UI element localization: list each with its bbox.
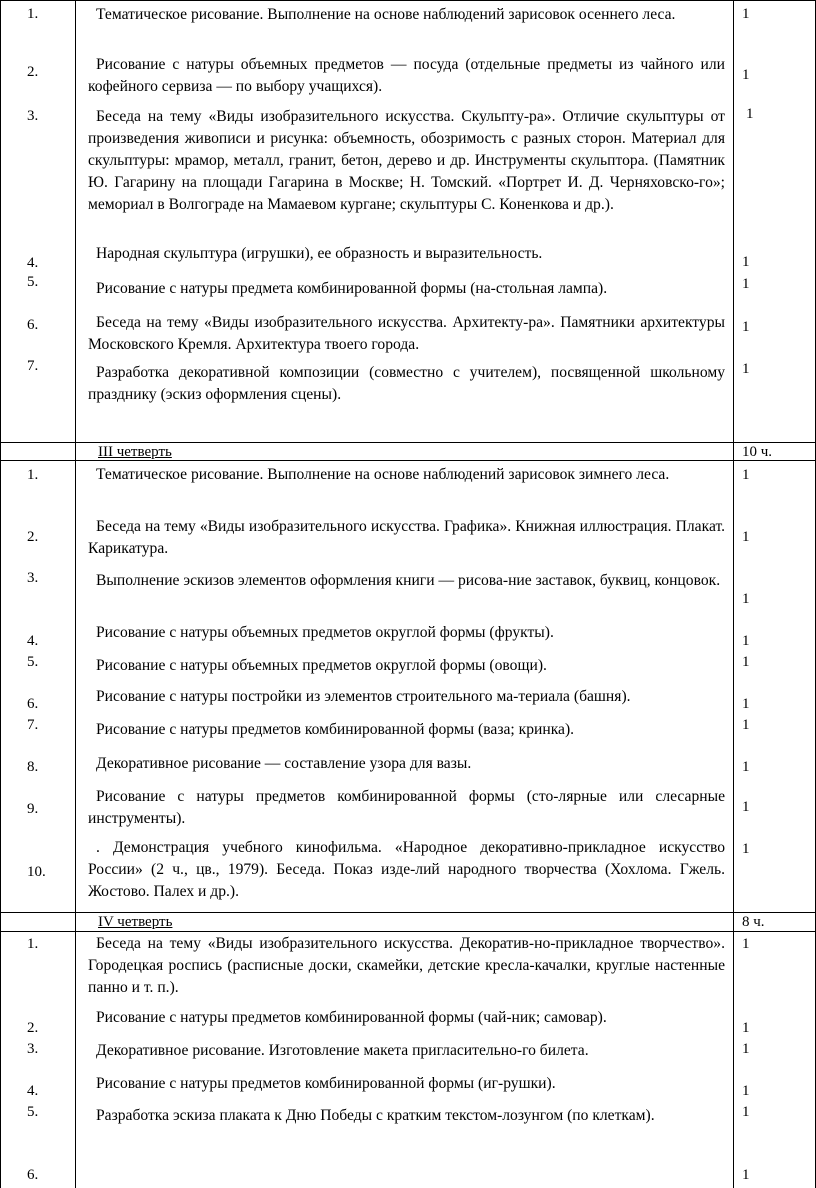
lesson-hours: 1: [742, 361, 750, 377]
lesson-hours: 1: [742, 654, 750, 670]
column-divider-hours: [733, 0, 734, 1188]
lesson-number: 7.: [27, 358, 39, 374]
lesson-number: 3.: [27, 570, 39, 586]
table-border-left: [0, 0, 1, 1188]
lesson-topic: Рисование с натуры предметов комбинированной формы (чай-ник; самовар).: [96, 1009, 607, 1026]
lesson-hours: 1: [742, 276, 750, 292]
lesson-number: 8.: [27, 759, 39, 775]
lesson-hours: 1: [742, 591, 750, 607]
lesson-hours: 1: [742, 1083, 750, 1099]
lesson-number: 2.: [27, 64, 39, 80]
lesson-hours: 1: [742, 467, 750, 483]
row-divider: [0, 931, 816, 932]
lesson-hours: 1: [742, 841, 750, 857]
lesson-hours: 1: [742, 936, 750, 952]
lesson-number: 1.: [27, 467, 39, 483]
lesson-topic: Рисование с натуры предметов комбинированной формы (ваза; кринка).: [96, 721, 575, 738]
lesson-hours: 1: [742, 6, 750, 22]
lesson-number: 2.: [27, 529, 39, 545]
row-divider: [0, 0, 816, 1]
lesson-topic: Рисование с натуры объемных предметов округлой формы (фрукты).: [96, 624, 554, 641]
lesson-hours: 1: [742, 633, 750, 649]
lesson-number: 7.: [27, 717, 39, 733]
lesson-number: 10.: [27, 864, 46, 880]
lesson-topic: Народная скульптура (игрушки), ее образность и выразительность.: [96, 245, 543, 262]
lesson-hours: 1: [742, 717, 750, 733]
quarter-3-total-hours: 10 ч.: [742, 444, 773, 460]
lesson-number: 4.: [27, 633, 39, 649]
lesson-topic: Тематическое рисование. Выполнение на основе наблюдений зарисовок зимнего леса.: [96, 466, 670, 483]
quarter-4-total-hours: 8 ч.: [742, 914, 765, 930]
quarter-4-title: IV четверть: [98, 914, 173, 930]
lesson-topic: Разработка эскиза плаката к Дню Победы с кратким текстом-лозунгом (по клеткам).: [96, 1107, 655, 1124]
lesson-topic: Рисование с натуры постройки из элементов строительного ма-териала (башня).: [96, 688, 631, 705]
lesson-number: 6.: [27, 317, 39, 333]
column-divider-number: [75, 0, 76, 1188]
lesson-topic: Рисование с натуры объемных предметов — посуда (отдельные предметы из чайного или кофейного сервиза — по выбору учащихся).: [88, 56, 725, 95]
lesson-topic: Рисование с натуры объемных предметов округлой формы (овощи).: [96, 657, 547, 674]
lesson-hours: 1: [742, 529, 750, 545]
lesson-number: 5.: [27, 1104, 39, 1120]
lesson-number: 3.: [27, 108, 39, 124]
lesson-hours: 1: [742, 319, 750, 335]
lesson-number: 6.: [27, 696, 39, 712]
lesson-hours: 1: [742, 696, 750, 712]
lesson-topic: Декоративное рисование — составление узора для вазы.: [96, 755, 472, 772]
lesson-topic: Тематическое рисование. Выполнение на основе наблюдений зарисовок осеннего леса.: [96, 6, 676, 23]
lesson-topic: Беседа на тему «Виды изобразительного искусства. Графика». Книжная иллюстрация. Плакат. Карикатура.: [88, 518, 725, 557]
lesson-hours: 1: [742, 1104, 750, 1120]
lesson-topic: Разработка декоративной композиции (совместно с учителем), посвященной школьному празднику (эскиз оформления сцены).: [88, 364, 725, 403]
lesson-number: 9.: [27, 801, 39, 817]
lesson-number: 3.: [27, 1041, 39, 1057]
lesson-topic: Рисование с натуры предметов комбинированной формы (иг-рушки).: [96, 1075, 556, 1092]
lesson-topic: Декоративное рисование. Изготовление макета пригласительно-го билета.: [96, 1042, 589, 1059]
lesson-number: 4.: [27, 1083, 39, 1099]
lesson-hours: 1: [742, 1167, 750, 1183]
lesson-number: 4.: [27, 255, 39, 271]
lesson-number: 2.: [27, 1020, 39, 1036]
lesson-hours: 1: [742, 799, 750, 815]
lesson-hours: 1: [742, 759, 750, 775]
lesson-hours: 1: [742, 1020, 750, 1036]
lesson-topic: Беседа на тему «Виды изобразительного искусства. Скульпту-ра». Отличие скульптуры от произведения живописи и рисунка: объемность, обозримость с разных сторон. Материал для скульптуры: мрамор, металл, гранит, бетон, дерево и др. Инструменты скульптора. (Памятник Ю. Гагарину на площади Гагарина в Москве; Н. Томский. «Портрет И. Д. Черняховско-го»; мемориал в Волгограде на Мамаевом кургане; скульптуры С. Коненкова и др.).: [88, 108, 725, 213]
lesson-topic: . Демонстрация учебного кинофильма. «Народное декоративно-прикладное искусство России» (2 ч., цв., 1979). Беседа. Показ изде-лий народного творчества (Хохлома. Гжель. Жостово. Палех и др.).: [88, 839, 725, 900]
lesson-topic: Беседа на тему «Виды изобразительного искусства. Декоратив-но-прикладное творчество». Городецкая роспись (расписные доски, скамейки, детские кресла-качалки, круглые настенные панно и т. п.).: [88, 935, 725, 996]
lesson-number: 5.: [27, 654, 39, 670]
lesson-topic: Рисование с натуры предметов комбинированной формы (сто-лярные или слесарные инструменты).: [88, 788, 725, 827]
lesson-hours: 1: [742, 254, 750, 270]
lesson-hours: 1: [746, 106, 754, 122]
lesson-hours: 1: [742, 1041, 750, 1057]
quarter-3-title: III четверть: [98, 444, 172, 460]
lesson-number: 5.: [27, 274, 39, 290]
lesson-topic: Беседа на тему «Виды изобразительного искусства. Архитекту-ра». Памятники архитектуры Московского Кремля. Архитектура твоего города.: [88, 314, 725, 353]
lesson-topic: Выполнение эскизов элементов оформления книги — рисова-ние заставок, буквиц, концовок.: [96, 572, 721, 589]
lesson-topic: Рисование с натуры предмета комбинированной формы (на-стольная лампа).: [96, 280, 608, 297]
lesson-hours: 1: [742, 67, 750, 83]
lesson-number: 1.: [27, 6, 39, 22]
lesson-number: 6.: [27, 1167, 39, 1183]
lesson-number: 1.: [27, 936, 39, 952]
